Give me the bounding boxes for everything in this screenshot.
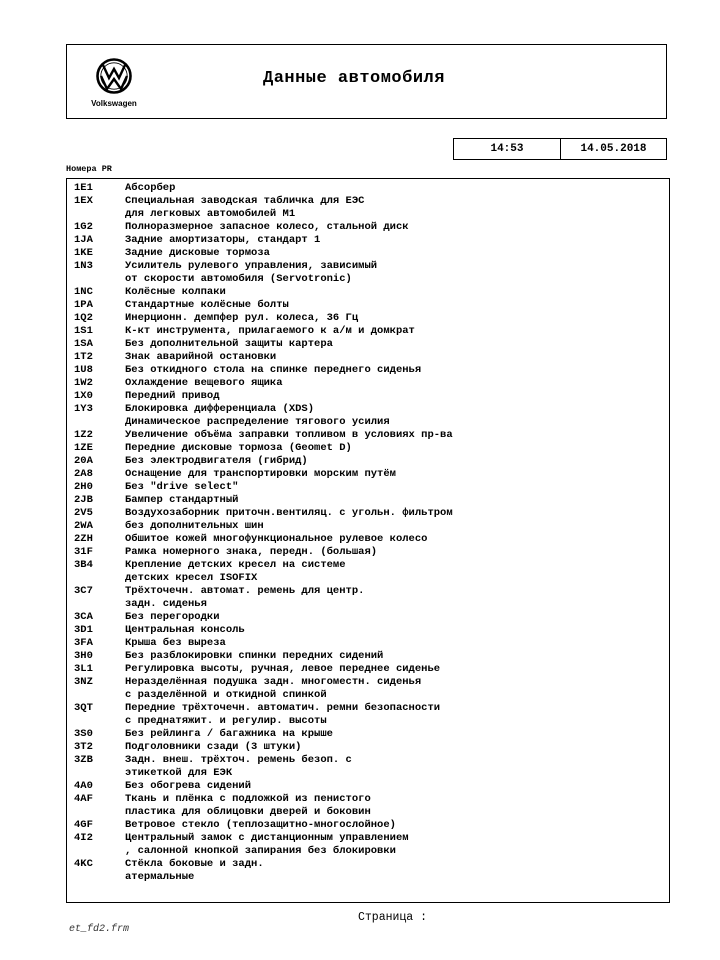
pr-code-row: [74, 598, 665, 611]
pr-code: 3L1: [74, 663, 93, 675]
document-header: [66, 44, 667, 119]
pr-code-row: [74, 390, 665, 403]
pr-code: 1EX: [74, 195, 93, 207]
pr-code-description: атермальные: [125, 871, 195, 883]
pr-code-row: [74, 312, 665, 325]
pr-code-description: Бампер стандартный: [125, 494, 239, 506]
pr-code-description: Задн. внеш. трёхточ. ремень безоп. с: [125, 754, 352, 766]
pr-code: 3T2: [74, 741, 93, 753]
pr-code-row: [74, 676, 665, 689]
pr-code-row: [74, 585, 665, 598]
pr-code-description: Регулировка высоты, ручная, левое переднее сиденье: [125, 663, 441, 675]
pr-code-row: [74, 403, 665, 416]
pr-code-row: [74, 650, 665, 663]
pr-code: 1ZE: [74, 442, 93, 454]
pr-code-description: Без перегородки: [125, 611, 220, 623]
pr-code-row: [74, 429, 665, 442]
pr-code-description: Стёкла боковые и задн.: [125, 858, 264, 870]
pr-code-row: [74, 507, 665, 520]
pr-code-row: [74, 689, 665, 702]
pr-code: 4KC: [74, 858, 93, 870]
pr-code-description: Подголовники сзади (3 штуки): [125, 741, 302, 753]
pr-code: 2H0: [74, 481, 93, 493]
page-title: Данные автомобиля: [263, 69, 445, 88]
pr-code-row: [74, 377, 665, 390]
pr-code-description: Колёсные колпаки: [125, 286, 226, 298]
pr-code-row: [74, 533, 665, 546]
pr-code-row: [74, 819, 665, 832]
pr-code: 3QT: [74, 702, 93, 714]
pr-code-description: этикеткой для ЕЭК: [125, 767, 233, 779]
pr-code: 1Y3: [74, 403, 93, 415]
pr-code: 1JA: [74, 234, 93, 246]
pr-code-description: Воздухозаборник приточн.вентиляц. с угольн. фильтром: [125, 507, 453, 519]
pr-code: 3C7: [74, 585, 93, 597]
pr-code-row: [74, 481, 665, 494]
pr-code: 1U8: [74, 364, 93, 376]
pr-code-description: Без рейлинга / багажника на крыше: [125, 728, 333, 740]
pr-code: 3FA: [74, 637, 93, 649]
pr-code-description: К-кт инструмента, прилагаемого к а/м и домкрат: [125, 325, 415, 337]
pr-code: 31F: [74, 546, 93, 558]
pr-code-row: [74, 715, 665, 728]
pr-code: 1T2: [74, 351, 93, 363]
pr-code-description: Передний привод: [125, 390, 220, 402]
pr-code: [74, 598, 125, 611]
pr-code: 1PA: [74, 299, 93, 311]
pr-code: 3H0: [74, 650, 93, 662]
section-label: Номера PR: [66, 164, 112, 174]
pr-code-row: [74, 247, 665, 260]
pr-code-description: Обшитое кожей многофункциональное рулевое колесо: [125, 533, 428, 545]
pr-code: 20A: [74, 455, 93, 467]
pr-code-description: Рамка номерного знака, передн. (большая): [125, 546, 378, 558]
pr-code-row: [74, 793, 665, 806]
pr-code-description: Трёхточечн. автомат. ремень для центр.: [125, 585, 365, 597]
pr-code: 1E1: [74, 182, 93, 194]
pr-code: 2JB: [74, 494, 93, 506]
print-time: 14:53: [454, 139, 561, 159]
brand-name: Volkswagen: [91, 99, 137, 108]
pr-code-description: Динамическое распределение тягового усилия: [125, 416, 390, 428]
pr-code-description: Без откидного стола на спинке переднего сиденья: [125, 364, 422, 376]
pr-code: 4AF: [74, 793, 93, 805]
pr-code: 1S1: [74, 325, 93, 337]
pr-code-row: [74, 364, 665, 377]
pr-code-description: без дополнительных шин: [125, 520, 264, 532]
pr-code-description: Ткань и плёнка с подложкой из пенистого: [125, 793, 371, 805]
pr-code-row: [74, 806, 665, 819]
pr-code-row: [74, 728, 665, 741]
pr-code-row: [74, 858, 665, 871]
pr-code: 1N3: [74, 260, 93, 272]
pr-code-description: Неразделённая подушка задн. многоместн. сиденья: [125, 676, 422, 688]
print-date: 14.05.2018: [580, 143, 647, 155]
pr-code-description: Усилитель рулевого управления, зависимый: [125, 260, 378, 272]
pr-code-description: Центральная консоль: [125, 624, 245, 636]
pr-code-description: Оснащение для транспортировки морским путём: [125, 468, 396, 480]
pr-code: 3D1: [74, 624, 93, 636]
pr-code-row: [74, 468, 665, 481]
pr-code-row: [74, 637, 665, 650]
pr-code-description: Без "drive select": [125, 481, 239, 493]
pr-code-row: [74, 754, 665, 767]
pr-code: 3NZ: [74, 676, 93, 688]
pr-code-row: [74, 286, 665, 299]
pr-code-row: [74, 871, 665, 884]
volkswagen-logo-icon: [89, 57, 139, 117]
pr-code-row: [74, 520, 665, 533]
pr-code: [74, 871, 125, 884]
pr-code: [74, 572, 125, 585]
pr-code-description: с разделённой и откидной спинкой: [125, 689, 327, 701]
pr-code: 4GF: [74, 819, 93, 831]
pr-code: [74, 715, 125, 728]
pr-code: 1SA: [74, 338, 93, 350]
pr-code: 1W2: [74, 377, 93, 389]
pr-code: [74, 208, 125, 221]
pr-code-description: пластика для облицовки дверей и боковин: [125, 806, 371, 818]
pr-code-row: [74, 208, 665, 221]
pr-code-row: [74, 338, 665, 351]
pr-code-row: [74, 559, 665, 572]
pr-code-row: [74, 845, 665, 858]
pr-code-description: Без дополнительной защиты картера: [125, 338, 333, 350]
pr-code-row: [74, 221, 665, 234]
page-number-label: Страница :: [358, 911, 428, 924]
pr-code-row: [74, 455, 665, 468]
pr-code-row: [74, 325, 665, 338]
pr-code: 2WA: [74, 520, 93, 532]
pr-code-row: [74, 624, 665, 637]
pr-code-description: Инерционн. демпфер рул. колеса, 36 Гц: [125, 312, 359, 324]
pr-code: 2ZH: [74, 533, 93, 545]
pr-code-row: [74, 182, 665, 195]
pr-code: 3B4: [74, 559, 93, 571]
pr-code: [74, 273, 125, 286]
pr-code: [74, 806, 125, 819]
pr-code: [74, 689, 125, 702]
pr-code-description: , салонной кнопкой запирания без блокировки: [125, 845, 396, 857]
pr-code-row: [74, 663, 665, 676]
pr-code-row: [74, 741, 665, 754]
pr-code-row: [74, 780, 665, 793]
pr-code-row: [74, 351, 665, 364]
timestamp-box: [453, 138, 667, 160]
pr-code: 1G2: [74, 221, 93, 233]
pr-code-list: [74, 182, 665, 884]
pr-code: 3CA: [74, 611, 93, 623]
pr-code-description: Задние амортизаторы, стандарт 1: [125, 234, 321, 246]
pr-code-row: [74, 494, 665, 507]
pr-code-list-box: [66, 178, 670, 903]
pr-code: 4I2: [74, 832, 93, 844]
pr-code-description: Передние дисковые тормоза (Geomet D): [125, 442, 352, 454]
pr-code-description: Без разблокировки спинки передних сидений: [125, 650, 384, 662]
pr-code-description: Блокировка дифференциала (XDS): [125, 403, 315, 415]
pr-code: [74, 767, 125, 780]
pr-code-description: Центральный замок с дистанционным управлением: [125, 832, 409, 844]
pr-code: 1NC: [74, 286, 93, 298]
pr-code: 2A8: [74, 468, 93, 480]
pr-code-row: [74, 832, 665, 845]
pr-code-description: от скорости автомобиля (Servotronic): [125, 273, 352, 285]
pr-code-row: [74, 546, 665, 559]
pr-code: 4A0: [74, 780, 93, 792]
pr-code-description: Передние трёхточечн. автоматич. ремни безопасности: [125, 702, 441, 714]
pr-code-description: Абсорбер: [125, 182, 176, 194]
pr-code-row: [74, 273, 665, 286]
pr-code-row: [74, 442, 665, 455]
pr-code-description: Крепление детских кресел на системе: [125, 559, 346, 571]
pr-code-row: [74, 234, 665, 247]
pr-code-description: Полноразмерное запасное колесо, стальной диск: [125, 221, 409, 233]
pr-code-row: [74, 767, 665, 780]
pr-code: 1KE: [74, 247, 93, 259]
pr-code-description: для легковых автомобилей M1: [125, 208, 296, 220]
pr-code-description: Ветровое стекло (теплозащитно-многослойное): [125, 819, 396, 831]
pr-code: 1Z2: [74, 429, 93, 441]
pr-code-description: детских кресел ISOFIX: [125, 572, 258, 584]
pr-code-description: с преднатяжит. и регулир. высоты: [125, 715, 327, 727]
pr-code-description: задн. сиденья: [125, 598, 207, 610]
pr-code-description: Стандартные колёсные болты: [125, 299, 289, 311]
pr-code-row: [74, 572, 665, 585]
pr-code: 2V5: [74, 507, 93, 519]
pr-code-description: Специальная заводская табличка для ЕЭС: [125, 195, 365, 207]
pr-code-description: Задние дисковые тормоза: [125, 247, 270, 259]
pr-code: 3S0: [74, 728, 93, 740]
pr-code-row: [74, 195, 665, 208]
pr-code: 1X0: [74, 390, 93, 402]
pr-code-description: Увеличение объёма заправки топливом в условиях пр-ва: [125, 429, 453, 441]
pr-code: 3ZB: [74, 754, 93, 766]
pr-code-description: Знак аварийной остановки: [125, 351, 277, 363]
pr-code: [74, 416, 125, 429]
pr-code-row: [74, 260, 665, 273]
pr-code-description: Без обогрева сидений: [125, 780, 252, 792]
pr-code-description: Охлаждение вещевого ящика: [125, 377, 283, 389]
pr-code-row: [74, 416, 665, 429]
form-file-name: et_fd2.frm: [69, 924, 130, 935]
pr-code-description: Без электродвигателя (гибрид): [125, 455, 308, 467]
pr-code-row: [74, 702, 665, 715]
pr-code: 1Q2: [74, 312, 93, 324]
pr-code: [74, 845, 125, 858]
pr-code-description: Крыша без выреза: [125, 637, 226, 649]
pr-code-row: [74, 299, 665, 312]
pr-code-row: [74, 611, 665, 624]
